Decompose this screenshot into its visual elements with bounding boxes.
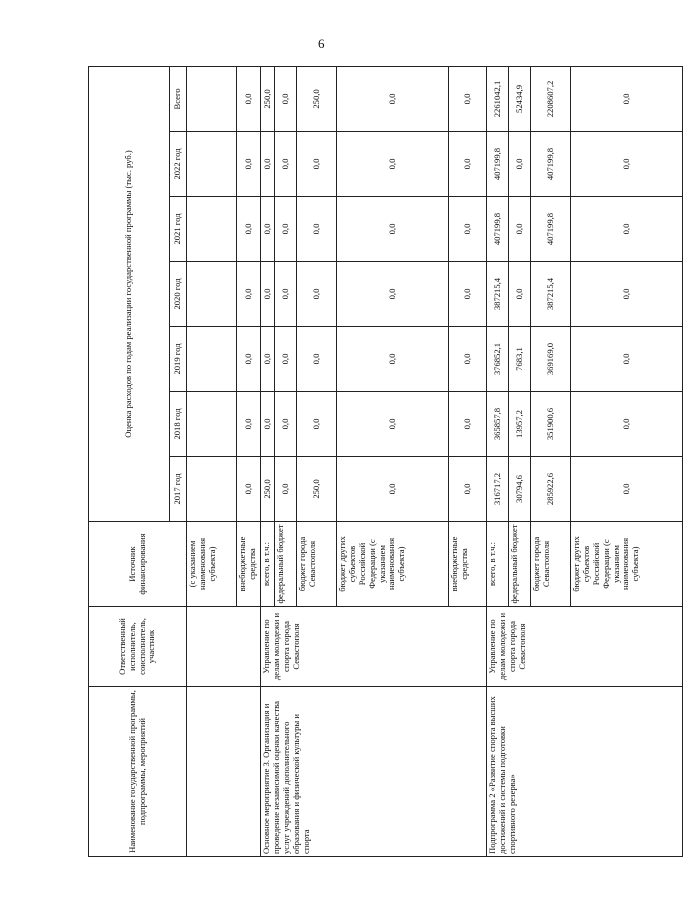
measure-3-name: Основное мероприятие 3. Организация и проведение независимой оценки качества услуг учреждений дополнительного образования и физической культуры и спорта	[261, 687, 487, 857]
value-cell: 0,0	[337, 132, 449, 197]
value-cell: 0,0	[275, 66, 297, 131]
value-cell: 0,0	[237, 262, 261, 327]
value-cell: 0,0	[275, 327, 297, 392]
value-cell: 0,0	[237, 457, 261, 522]
value-cell	[187, 457, 237, 522]
source-cell: бюджет других субъектов Российской Федерации (с указанием наименования субъекта)	[337, 522, 449, 607]
source-cell: федеральный бюджет	[509, 522, 531, 607]
value-cell: 0,0	[449, 197, 487, 262]
value-cell: 0,0	[571, 262, 683, 327]
header-year: 2021 год	[170, 197, 187, 262]
value-cell	[187, 197, 237, 262]
value-cell: 351900,6	[531, 392, 571, 457]
value-cell: 0,0	[261, 132, 275, 197]
header-name: Наименование государственной программы, подпрограммы, мероприятий	[89, 687, 187, 857]
value-cell: 0,0	[449, 327, 487, 392]
source-cell: внебюджетные средства	[449, 522, 487, 607]
value-cell: 250,0	[261, 457, 275, 522]
value-cell: 0,0	[449, 262, 487, 327]
value-cell: 0,0	[261, 327, 275, 392]
value-cell: 0,0	[275, 197, 297, 262]
source-cell: всего, в т.ч.:	[487, 522, 509, 607]
header-total: Всего	[170, 66, 187, 131]
value-cell: 407199,8	[487, 132, 509, 197]
header-estimate: Оценка расходов по годам реализации государственной программы (тыс. руб.)	[89, 66, 170, 521]
value-cell: 0,0	[297, 132, 337, 197]
value-cell: 0,0	[509, 262, 531, 327]
value-cell: 0,0	[261, 392, 275, 457]
value-cell: 0,0	[571, 457, 683, 522]
value-cell: 407199,8	[531, 132, 571, 197]
value-cell: 0,0	[449, 66, 487, 131]
budget-table	[88, 66, 683, 857]
value-cell: 0,0	[275, 457, 297, 522]
value-cell: 0,0	[571, 197, 683, 262]
source-cell: федеральный бюджет	[275, 522, 297, 607]
value-cell: 365857,8	[487, 392, 509, 457]
value-cell: 376852,1	[487, 327, 509, 392]
page-number: 6	[318, 36, 325, 51]
source-cell: бюджет других субъектов Российской Федерации (с указанием наименования субъекта)	[571, 522, 683, 607]
value-cell: 250,0	[297, 457, 337, 522]
value-cell: 7683,1	[509, 327, 531, 392]
header-responsible: Ответственный исполнитель, соисполнитель, участник	[89, 607, 187, 687]
header-year: 2020 год	[170, 262, 187, 327]
value-cell: 250,0	[261, 66, 275, 131]
value-cell: 369169,0	[531, 327, 571, 392]
value-cell: 387215,4	[531, 262, 571, 327]
source-cell: внебюджетные средства	[237, 522, 261, 607]
subprogram-2-responsible: Управление по делам молодежи и спорта города Севастополя	[487, 607, 683, 687]
header-source: Источник финансирования	[89, 522, 187, 607]
value-cell	[187, 262, 237, 327]
value-cell: 2261042,1	[487, 66, 509, 131]
source-cell: всего, в т.ч.:	[261, 522, 275, 607]
value-cell: 0,0	[509, 132, 531, 197]
value-cell: 0,0	[237, 327, 261, 392]
value-cell: 0,0	[297, 262, 337, 327]
value-cell: 0,0	[297, 392, 337, 457]
value-cell: 0,0	[297, 197, 337, 262]
value-cell: 0,0	[337, 197, 449, 262]
value-cell: 30794,6	[509, 457, 531, 522]
rotated-table-container	[88, 67, 641, 857]
value-cell: 0,0	[337, 66, 449, 131]
value-cell: 0,0	[237, 392, 261, 457]
value-cell: 0,0	[571, 392, 683, 457]
value-cell: 0,0	[337, 457, 449, 522]
value-cell	[187, 327, 237, 392]
value-cell: 285922,6	[531, 457, 571, 522]
value-cell: 0,0	[237, 66, 261, 131]
value-cell	[187, 66, 237, 131]
value-cell: 52434,9	[509, 66, 531, 131]
measure-3-responsible: Управление по делам молодежи и спорта города Севастополя	[261, 607, 487, 687]
subprogram-2-name: Подпрограмма 2 «Развитие спорта высших достижений и системы подготовки спортивного резерва»	[487, 687, 683, 857]
value-cell: 316717,2	[487, 457, 509, 522]
value-cell: 13957,2	[509, 392, 531, 457]
value-cell: 0,0	[509, 197, 531, 262]
value-cell	[187, 392, 237, 457]
header-year: 2018 год	[170, 392, 187, 457]
value-cell: 0,0	[275, 262, 297, 327]
value-cell: 0,0	[297, 327, 337, 392]
source-cell: (с указанием наименования субъекта)	[187, 522, 237, 607]
value-cell: 0,0	[449, 392, 487, 457]
value-cell: 0,0	[337, 392, 449, 457]
name-cell-empty	[187, 687, 261, 857]
value-cell: 387215,4	[487, 262, 509, 327]
value-cell: 0,0	[261, 262, 275, 327]
value-cell: 0,0	[275, 392, 297, 457]
value-cell: 0,0	[449, 132, 487, 197]
value-cell: 0,0	[275, 132, 297, 197]
value-cell: 0,0	[571, 66, 683, 131]
value-cell: 2208607,2	[531, 66, 571, 131]
source-cell: бюджет города Севастополя	[297, 522, 337, 607]
value-cell: 0,0	[449, 457, 487, 522]
value-cell: 0,0	[237, 132, 261, 197]
value-cell: 0,0	[261, 197, 275, 262]
value-cell: 407199,8	[531, 197, 571, 262]
value-cell: 0,0	[237, 197, 261, 262]
header-year: 2022 год	[170, 132, 187, 197]
value-cell: 250,0	[297, 66, 337, 131]
responsible-cell-empty	[187, 607, 261, 687]
value-cell	[187, 132, 237, 197]
header-year: 2017 год	[170, 457, 187, 522]
source-cell: бюджет города Севастополя	[531, 522, 571, 607]
value-cell: 0,0	[337, 327, 449, 392]
value-cell: 0,0	[571, 327, 683, 392]
value-cell: 0,0	[337, 262, 449, 327]
header-year: 2019 год	[170, 327, 187, 392]
value-cell: 407199,8	[487, 197, 509, 262]
value-cell: 0,0	[571, 132, 683, 197]
